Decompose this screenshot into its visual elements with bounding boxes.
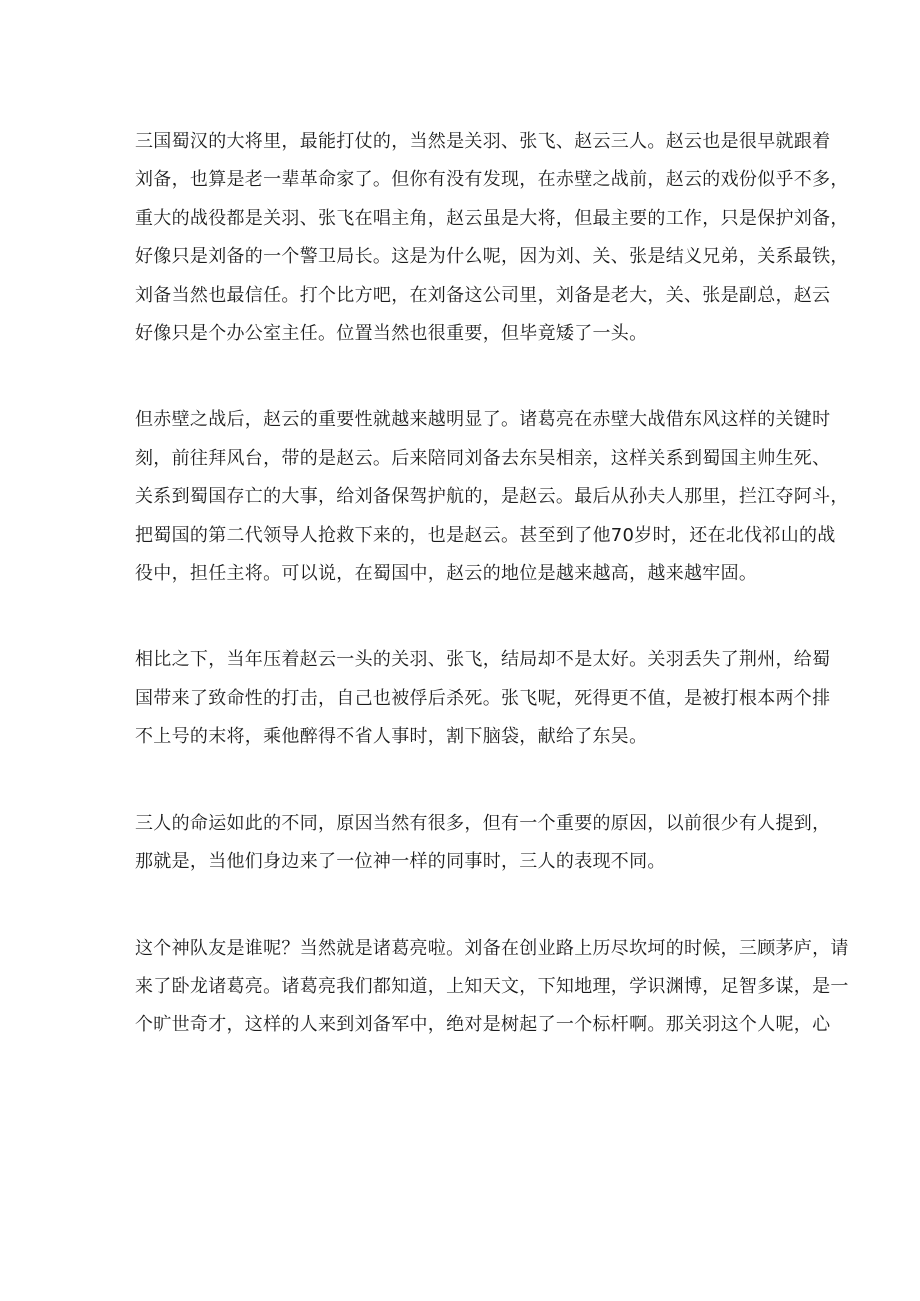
text-line: 三人的命运如此的不同，原因当然有很多，但有一个重要的原因，以前很少有人提到， (135, 812, 831, 834)
text-line: 但赤壁之战后，赵云的重要性就越来越明显了。诸葛亮在赤壁大战借东风这样的关键时 (135, 409, 831, 431)
text-line: 个旷世奇才，这样的人来到刘备军中，绝对是树起了一个标杆啊。那关羽这个人呢，心 (135, 1014, 831, 1036)
paragraph-1 (135, 123, 849, 353)
paragraph-5 (135, 930, 849, 1045)
text-line: 刘备当然也最信任。打个比方吧，在刘备这公司里，刘备是老大，关、张是副总，赵云 (135, 284, 831, 306)
text-line: 来了卧龙诸葛亮。诸葛亮我们都知道，上知天文，下知地理，学识渊博，足智多谋，是一 (135, 975, 849, 997)
text-line: 好像只是刘备的一个警卫局长。这是为什么呢，因为刘、关、张是结义兄弟，关系最铁， (135, 246, 849, 268)
text-line: 好像只是个办公室主任。位置当然也很重要，但毕竟矮了一头。 (135, 323, 648, 345)
paragraph-4 (135, 805, 831, 882)
text-line: 不上号的末将，乘他醉得不省人事时，割下脑袋，献给了东吴。 (135, 726, 648, 748)
text-line: 关系到蜀国存亡的大事，给刘备保驾护航的，是赵云。最后从孙夫人那里，拦江夺阿斗， (135, 486, 849, 508)
paragraph-3 (135, 641, 831, 756)
text-line: 重大的战役都是关羽、张飞在唱主角，赵云虽是大将，但最主要的工作，只是保护刘备， (135, 207, 849, 229)
text-line: 刻，前往拜风台，带的是赵云。后来陪同刘备去东吴相亲，这样关系到蜀国主帅生死、 (135, 447, 831, 469)
text-line: 那就是，当他们身边来了一位神一样的同事时，三人的表现不同。 (135, 851, 666, 873)
text-line: 刘备，也算是老一辈革命家了。但你有没有发现，在赤壁之战前，赵云的戏份似乎不多， (135, 169, 849, 191)
text-line: 役中，担任主将。可以说，在蜀国中，赵云的地位是越来越高，越来越牢固。 (135, 563, 758, 585)
text-line: 这个神队友是谁呢？当然就是诸葛亮啦。刘备在创业路上历尽坎坷的时候，三顾茅庐，请 (135, 937, 849, 959)
text-line: 把蜀国的第二代领导人抢救下来的，也是赵云。甚至到了他70岁时，还在北伐祁山的战 (135, 524, 836, 546)
paragraph-2 (135, 401, 849, 593)
article-body (135, 123, 849, 1093)
text-line: 三国蜀汉的大将里，最能打仗的，当然是关羽、张飞、赵云三人。赵云也是很早就跟着 (135, 131, 831, 152)
text-line: 国带来了致命性的打击，自己也被俘后杀死。张飞呢，死得更不值，是被打根本两个排 (135, 687, 831, 709)
text-line: 相比之下，当年压着赵云一头的关羽、张飞，结局却不是太好。关羽丢失了荆州，给蜀 (135, 649, 831, 671)
